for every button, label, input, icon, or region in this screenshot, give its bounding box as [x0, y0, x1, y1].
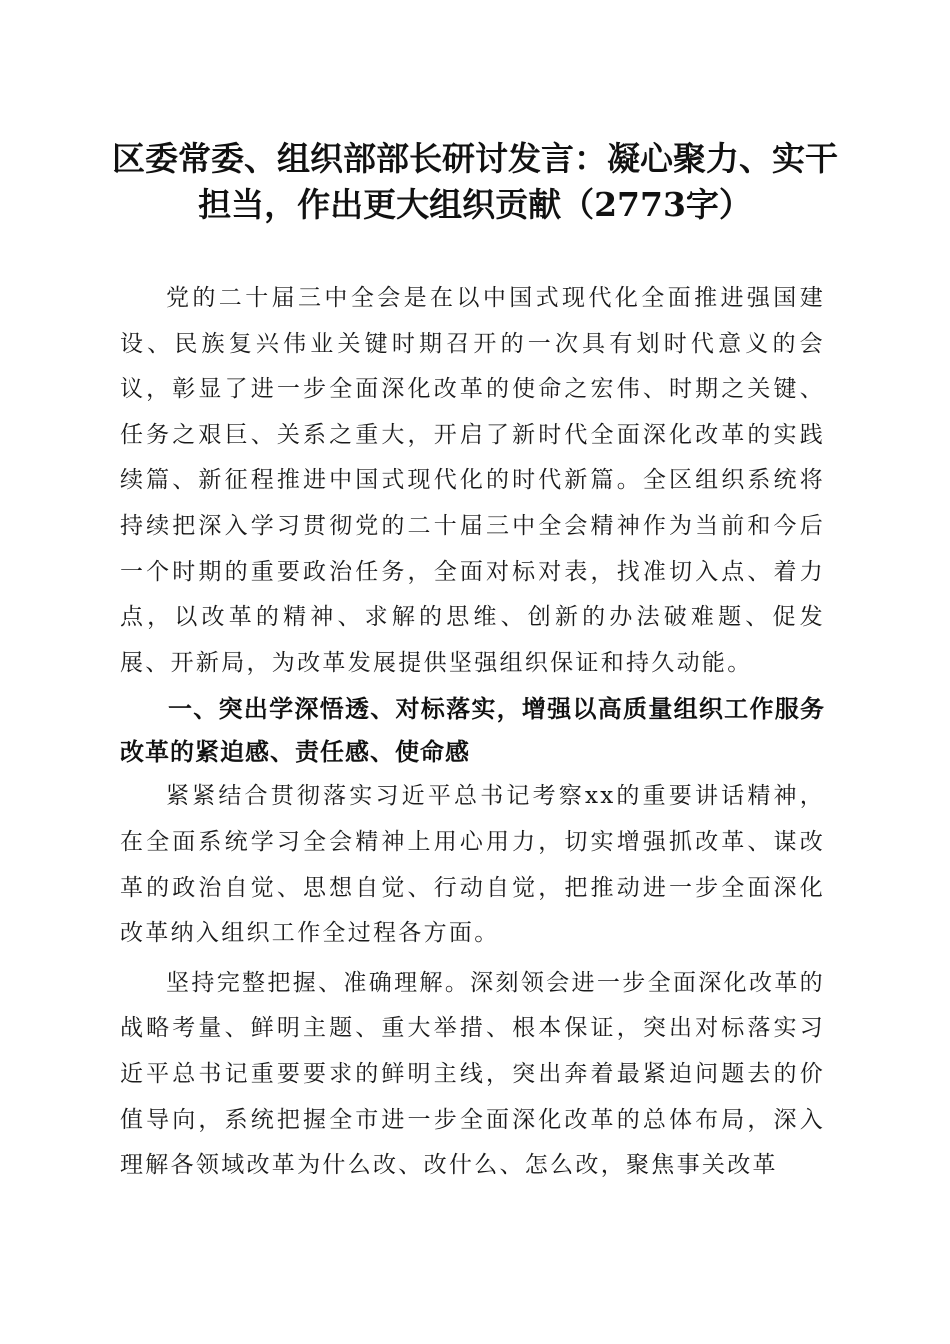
- document-body: [120, 276, 825, 1189]
- intro-paragraph: 党的二十届三中全会是在以中国式现代化全面推进强国建设、民族复兴伟业关键时期召开的一次具有划时代意义的会议，彰显了进一步全面深化改革的使命之宏伟、时期之关键、任务之艰巨、关系之重大，开启了新时代全面深化改革的实践续篇、新征程推进中国式现代化的时代新篇。全区组织系统将持续把深入学习贯彻党的二十届三中全会精神作为当前和今后一个时期的重要政治任务，全面对标对表，找准切入点、着力点，以改革的精神、求解的思维、创新的办法破难题、促发展、开新局，为改革发展提供坚强组织保证和持久动能。: [120, 285, 825, 676]
- section-heading-1: 一、突出学深悟透、对标落实，增强以高质量组织工作服务改革的紧迫感、责任感、使命感: [120, 695, 825, 767]
- document-title: 区委常委、组织部部长研讨发言：凝心聚力、实干担当，作出更大组织贡献（2773字）: [112, 139, 838, 224]
- section-1-paragraph-1: 紧紧结合贯彻落实习近平总书记考察xx的重要讲话精神，在全面系统学习全会精神上用心用力，切实增强抓改革、谋改革的政治自觉、思想自觉、行动自觉，把推动进一步全面深化改革纳入组织工作全过程各方面。: [120, 783, 825, 947]
- section-1-paragraph-2: 坚持完整把握、准确理解。深刻领会进一步全面深化改革的战略考量、鲜明主题、重大举措、根本保证，突出对标落实习近平总书记重要要求的鲜明主线，突出奔着最紧迫问题去的价值导向，系统把握全市进一步全面深化改革的总体布局，深入理解各领域改革为什么改、改什么、怎么改，聚焦事关改革: [120, 969, 825, 1179]
